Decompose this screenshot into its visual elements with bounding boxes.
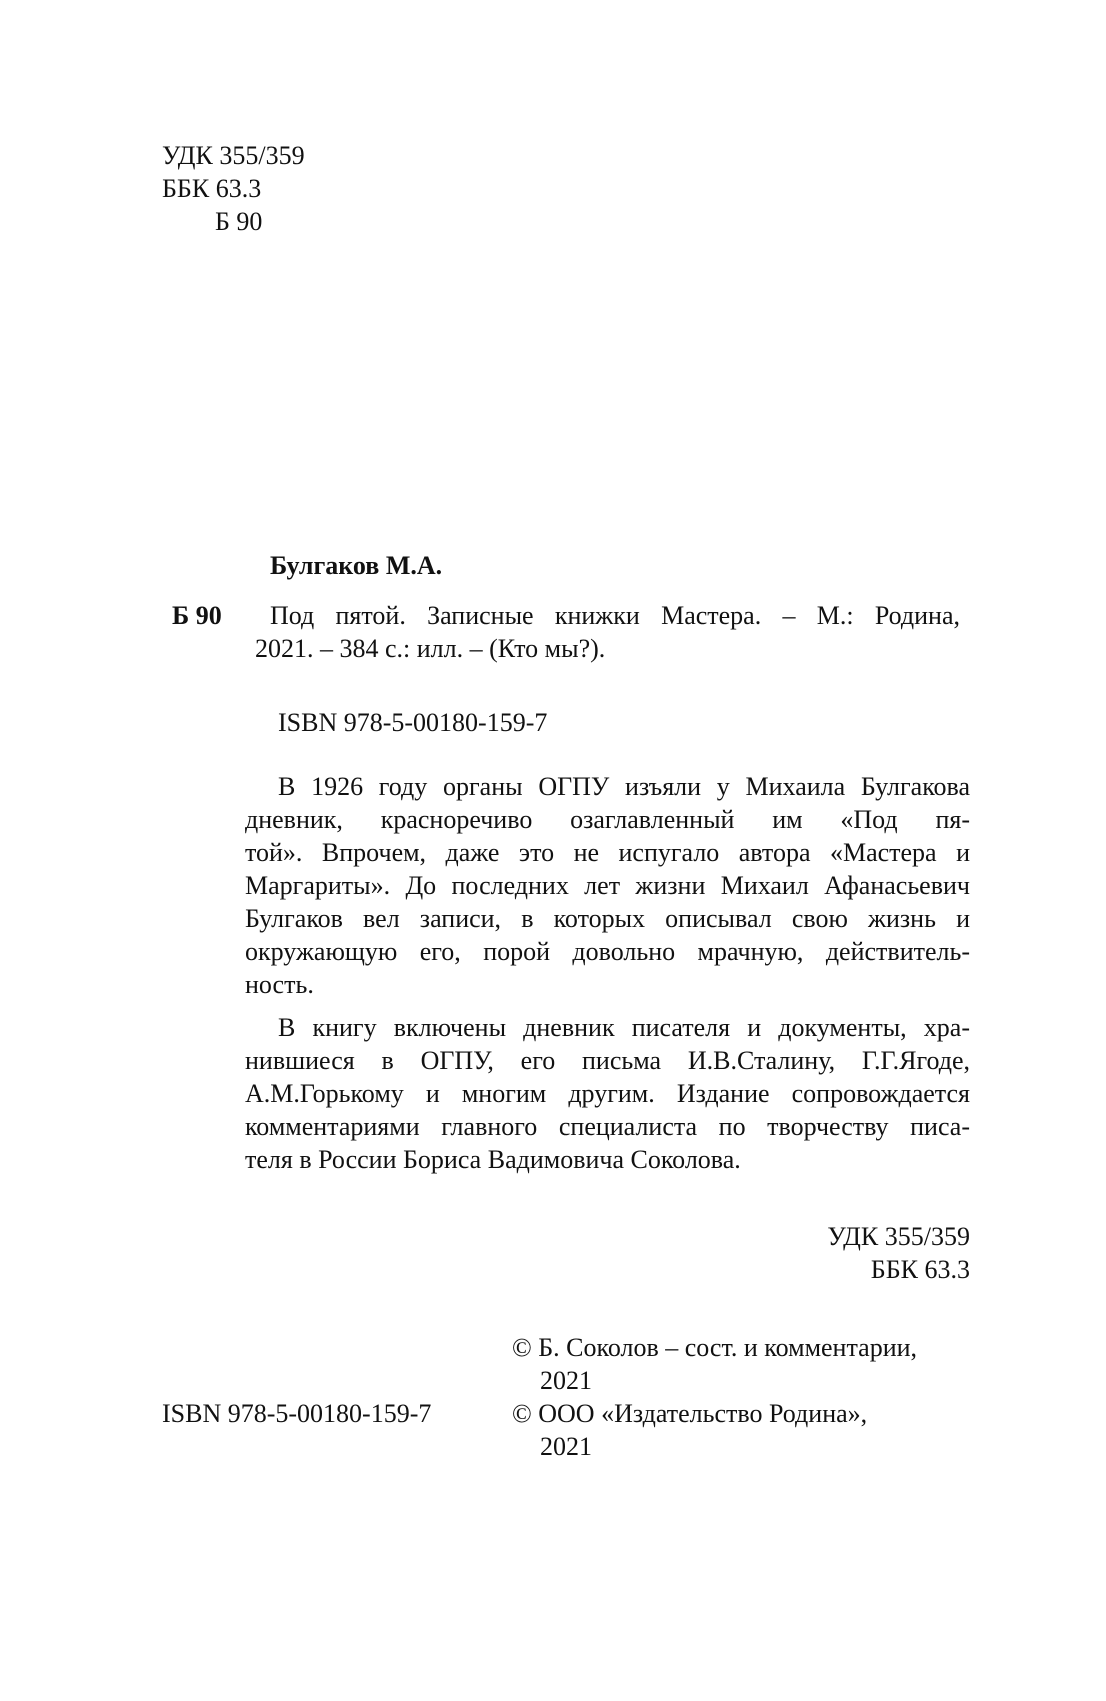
footer-isbn: ISBN 978-5-00180-159-7 <box>162 1399 432 1428</box>
footer-udk-code: УДК 355/359 <box>827 1222 970 1251</box>
udk-code: УДК 355/359 <box>162 141 305 170</box>
annotation-line: комментариями главного специалиста по творчеству писа- <box>245 1112 970 1141</box>
title-line-2: 2021. – 384 с.: илл. – (Кто мы?). <box>255 634 606 663</box>
author-mark: Б 90 <box>215 207 263 236</box>
bbk-code: ББК 63.3 <box>162 174 262 203</box>
annotation-line: нившиеся в ОГПУ, его письма И.В.Сталину, Г.Г.Ягоде, <box>245 1046 970 1075</box>
annotation-line: той». Впрочем, даже это не испугало автора «Мастера и <box>245 838 970 867</box>
annotation-line: В книгу включены дневник писателя и документы, хра- <box>278 1013 970 1042</box>
entry-mark: Б 90 <box>172 601 222 630</box>
annotation-line: А.М.Горькому и многим другим. Издание сопровождается <box>245 1079 970 1108</box>
annotation-line: Булгаков вел записи, в которых описывал свою жизнь и <box>245 904 970 933</box>
annotation-line: В 1926 году органы ОГПУ изъяли у Михаила Булгакова <box>278 772 970 801</box>
annotation-line: дневник, красноречиво озаглавленный им «Под пя- <box>245 805 970 834</box>
title-line-1: Под пятой. Записные книжки Мастера. – М.: Родина, <box>270 601 960 630</box>
footer-bbk-code: ББК 63.3 <box>870 1255 970 1284</box>
annotation-line: ность. <box>245 970 314 999</box>
entry-isbn: ISBN 978-5-00180-159-7 <box>278 708 548 737</box>
copyright-line-1: © Б. Соколов – сост. и комментарии, <box>512 1333 918 1362</box>
copyright-line-2: © ООО «Издательство Родина», <box>512 1399 868 1428</box>
copyright-year-2: 2021 <box>540 1432 592 1461</box>
author-name: Булгаков М.А. <box>270 551 443 580</box>
copyright-year-1: 2021 <box>540 1366 592 1395</box>
annotation-line: окружающую его, порой довольно мрачную, действитель- <box>245 937 970 966</box>
annotation-line: теля в России Бориса Вадимовича Соколова. <box>245 1145 741 1174</box>
annotation-line: Маргариты». До последних лет жизни Михаил Афанасьевич <box>245 871 970 900</box>
